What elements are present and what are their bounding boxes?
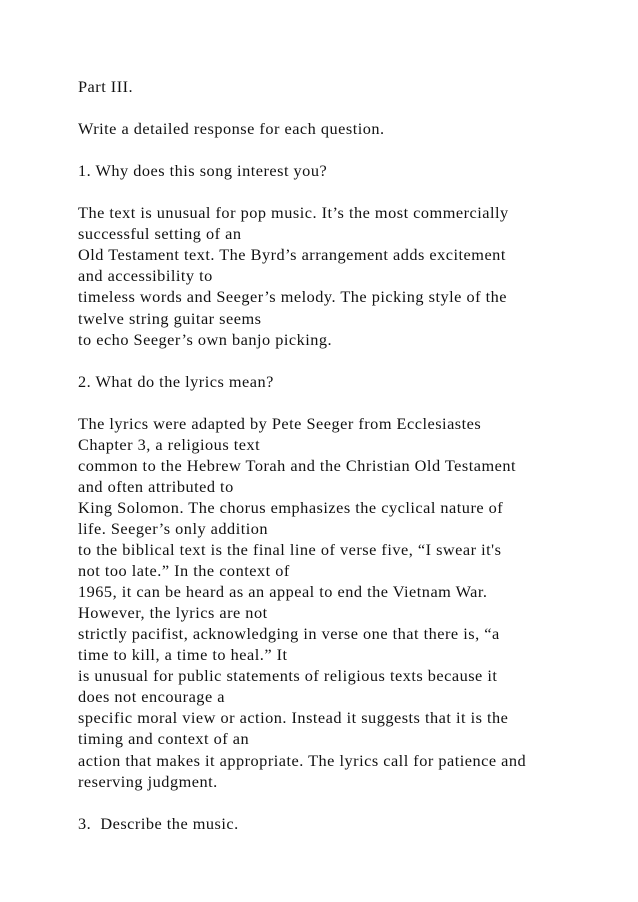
answer-1-line: Old Testament text. The Byrd’s arrangement adds excitement [78, 245, 506, 265]
answer-2-line: does not encourage a [78, 687, 225, 707]
answer-1-line: timeless words and Seeger’s melody. The picking style of the [78, 287, 507, 307]
answer-1-line: and accessibility to [78, 266, 213, 286]
blank-line [78, 792, 598, 813]
blank-line [78, 139, 598, 160]
instruction-line: Write a detailed response for each question. [78, 119, 385, 139]
answer-2-line: 1965, it can be heard as an appeal to end the Vietnam War. [78, 582, 488, 602]
question-2: 2. What do the lyrics mean? [78, 371, 274, 391]
answer-1-line: The text is unusual for pop music. It’s the most commercially [78, 203, 509, 223]
question-1: 1. Why does this song interest you? [78, 161, 328, 181]
answer-2-line: Chapter 3, a religious text [78, 434, 261, 454]
blank-line [78, 97, 598, 118]
answer-2-line: However, the lyrics are not [78, 603, 268, 623]
answer-2-line: life. Seeger’s only addition [78, 518, 269, 538]
answer-2-line: strictly pacifist, acknowledging in verse one that there is, “a [78, 624, 500, 644]
answer-1-line: to echo Seeger’s own banjo picking. [78, 329, 333, 349]
question-3: 3. Describe the music. [78, 813, 239, 833]
answer-2-line: time to kill, a time to heal.” It [78, 645, 288, 665]
answer-1-line: successful setting of an [78, 224, 242, 244]
answer-2-line: is unusual for public statements of religious texts because it [78, 666, 498, 686]
blank-line [78, 350, 598, 371]
blank-line [78, 392, 598, 413]
answer-2-line: timing and context of an [78, 729, 250, 749]
answer-2-line: The lyrics were adapted by Pete Seeger from Ecclesiastes [78, 413, 482, 433]
answer-2-line: King Solomon. The chorus emphasizes the cyclical nature of [78, 497, 504, 517]
answer-1-line: twelve string guitar seems [78, 308, 262, 328]
answer-2-line: specific moral view or action. Instead it suggests that it is the [78, 708, 509, 728]
blank-line [78, 181, 598, 202]
answer-2-line: action that makes it appropriate. The lyrics call for patience and [78, 750, 527, 770]
section-heading: Part III. [78, 77, 134, 96]
answer-2-line: common to the Hebrew Torah and the Christian Old Testament [78, 455, 517, 475]
answer-2-line: reserving judgment. [78, 771, 218, 791]
answer-2-line: to the biblical text is the final line of verse five, “I swear it's [78, 540, 502, 560]
document-text [78, 76, 598, 834]
answer-2-line: not too late.” In the context of [78, 561, 290, 581]
answer-2-line: and often attributed to [78, 476, 234, 496]
